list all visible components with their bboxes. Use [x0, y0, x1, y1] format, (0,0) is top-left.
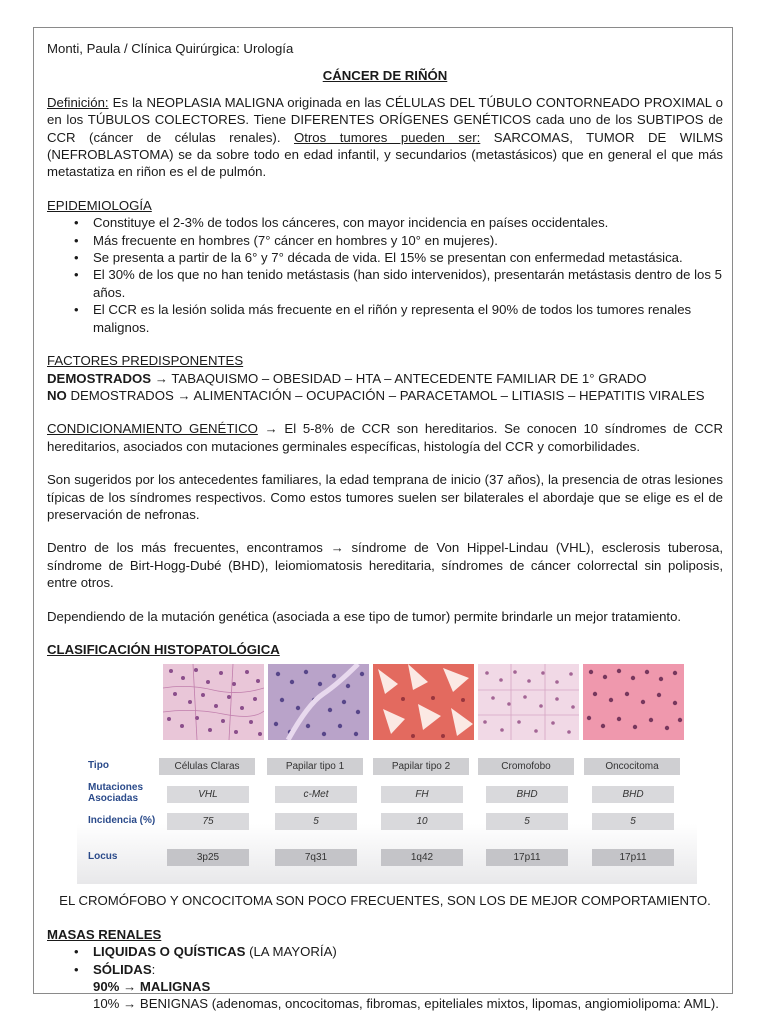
oncocytoma-micrograph	[583, 664, 684, 740]
mutation-cell: BHD	[486, 786, 568, 803]
document-title: CÁNCER DE RIÑÓN	[322, 68, 448, 84]
genetic-paragraph-1	[47, 420, 723, 455]
list-item: • El 30% de los que no han tenido metástasis (han sido intervenidos), presentarán metástasis dentro de los 5 años.	[93, 266, 723, 301]
tipo-cell: Papilar tipo 2	[373, 758, 469, 775]
list-item: • Más frecuente en hombres (7° cáncer en hombres y 10° en mujeres).	[93, 232, 723, 249]
factors-not-demonstrated	[47, 387, 723, 404]
other-tumors-label: Otros tumores pueden ser:	[293, 129, 481, 145]
genetic-text: → El 5-8% de CCR son hereditarios. Se conocen 10 síndromes de CCR hereditarios, asociados con mutaciones germinales específicas, histología del CCR y comorbilidades.	[47, 421, 723, 454]
malignant-line: 90% → MALIGNAS	[93, 979, 211, 994]
genetic-paragraph-2: Son sugeridos por los antecedentes familiares, la edad temprana de inicio (37 años), la presencia de otras lesiones típicas de los síndromes respectivos. Como estos tumores suelen ser bilaterales el abordaje que se elige es el de preservación de nefronas.	[47, 472, 723, 522]
cystic-text: (LA MAYORÍA)	[245, 944, 337, 960]
demonstrated-text: → TABAQUISMO – OBESIDAD – HTA – ANTECEDENTE FAMILIAR DE 1° GRADO	[151, 370, 647, 386]
list-item	[93, 961, 723, 978]
factors-demonstrated	[47, 370, 723, 387]
mutation-cell: BHD	[592, 786, 674, 803]
row-label-mutaciones: Mutaciones Asociadas	[88, 782, 144, 805]
locus-cell: 1q42	[381, 849, 463, 866]
masses-list	[47, 943, 723, 978]
row-label-tipo: Tipo	[88, 760, 109, 772]
definition-label: Definición:	[47, 94, 109, 110]
histo-heading: CLASIFICACIÓN HISTOPATOLÓGICA	[47, 641, 280, 657]
genetic-paragraph-4: Dependiendo de la mutación genética (asociada a ese tipo de tumor) permite brindarle un mejor tratamiento.	[47, 608, 682, 624]
factors-heading: FACTORES PREDISPONENTES	[47, 353, 244, 369]
list-item: • Constituye el 2-3% de todos los cánceres, con mayor incidencia en países occidentales.	[93, 214, 723, 231]
list-item: • El CCR es la lesión solida más frecuente en el riñón y representa el 90% de todos los tumores renales malignos.	[93, 301, 723, 336]
papillary-1-micrograph	[268, 664, 369, 740]
locus-cell: 3p25	[167, 849, 249, 866]
row-label-locus: Locus	[88, 851, 118, 863]
genetic-heading: CONDICIONAMIENTO GENÉTICO	[47, 421, 258, 437]
epidemiology-heading: EPIDEMIOLOGÍA	[47, 197, 152, 213]
benign-line: 10% → BENIGNAS (adenomas, oncocitomas, fibromas, epiteliales mixtos, lipomas, angiomiolipoma: AML).	[93, 996, 719, 1012]
cystic-label: LIQUIDAS O QUÍSTICAS	[93, 944, 246, 960]
histology-table	[77, 750, 697, 884]
mutation-cell: VHL	[167, 786, 249, 803]
document-header: Monti, Paula / Clínica Quirúrgica: Urología	[47, 41, 294, 56]
incidence-cell: 5	[592, 813, 674, 830]
histology-note: EL CROMÓFOBO Y ONCOCITOMA SON POCO FRECUENTES, SON LOS DE MEJOR COMPORTAMIENTO.	[59, 893, 711, 909]
mutation-cell: FH	[381, 786, 463, 803]
incidence-cell: 5	[275, 813, 357, 830]
locus-cell: 7q31	[275, 849, 357, 866]
tipo-cell: Cromofobo	[478, 758, 574, 775]
document-body	[47, 40, 723, 1013]
epidemiology-list	[47, 214, 723, 336]
tipo-cell: Células Claras	[159, 758, 255, 775]
list-item: • Se presenta a partir de la 6° y 7° década de vida. El 15% se presentan con enfermedad metastásica.	[93, 249, 723, 266]
histology-figure	[77, 664, 697, 884]
list-item	[93, 943, 723, 960]
other-tumors-text: SARCOMAS, TUMOR DE WILMS (NEFROBLASTOMA) se da sobre todo en edad infantil, y secundarios (metastásicos) que en general el que más metastatiza en riñon es el de pulmón.	[47, 129, 724, 180]
masses-heading: MASAS RENALES	[47, 926, 162, 942]
definition-paragraph	[47, 94, 723, 181]
locus-cell: 17p11	[486, 849, 568, 866]
solid-label: SÓLIDAS	[93, 961, 152, 977]
mutation-cell: c-Met	[275, 786, 357, 803]
tipo-cell: Papilar tipo 1	[267, 758, 363, 775]
incidence-cell: 5	[486, 813, 568, 830]
genetic-paragraph-3: Dentro de los más frecuentes, encontramos → síndrome de Von Hippel-Lindau (VHL), esclerosis tuberosa, síndrome de Birt-Hogg-Dubé (BHD), leiomiomatosis hereditaria, síndromes de cáncer colorrectal sin poliposis, entre otros.	[47, 540, 723, 591]
not-demonstrated-text: DEMOSTRADOS → ALIMENTACIÓN – OCUPACIÓN – PARACETAMOL – LITIASIS – HEPATITIS VIRALES	[66, 387, 705, 403]
locus-cell: 17p11	[592, 849, 674, 866]
demonstrated-label: DEMOSTRADOS	[47, 370, 152, 386]
definition-text: Es la NEOPLASIA MALIGNA originada en las CÉLULAS DEL TÚBULO CONTORNEADO PROXIMAL o en los TÚBULOS COLECTORES. Tiene DIFERENTES ORÍGENES GENÉTICOS cada uno de los SUBTIPOS de CCR (cáncer de células renales).	[47, 94, 723, 145]
incidence-cell: 75	[167, 813, 249, 830]
papillary-2-micrograph	[373, 664, 474, 740]
solid-text: :	[151, 961, 156, 977]
row-label-incidencia: Incidencia (%)	[88, 815, 156, 827]
clear-cell-micrograph	[163, 664, 264, 740]
tipo-cell: Oncocitoma	[584, 758, 680, 775]
not-label: NO	[47, 387, 67, 403]
incidence-cell: 10	[381, 813, 463, 830]
chromophobe-micrograph	[478, 664, 579, 740]
